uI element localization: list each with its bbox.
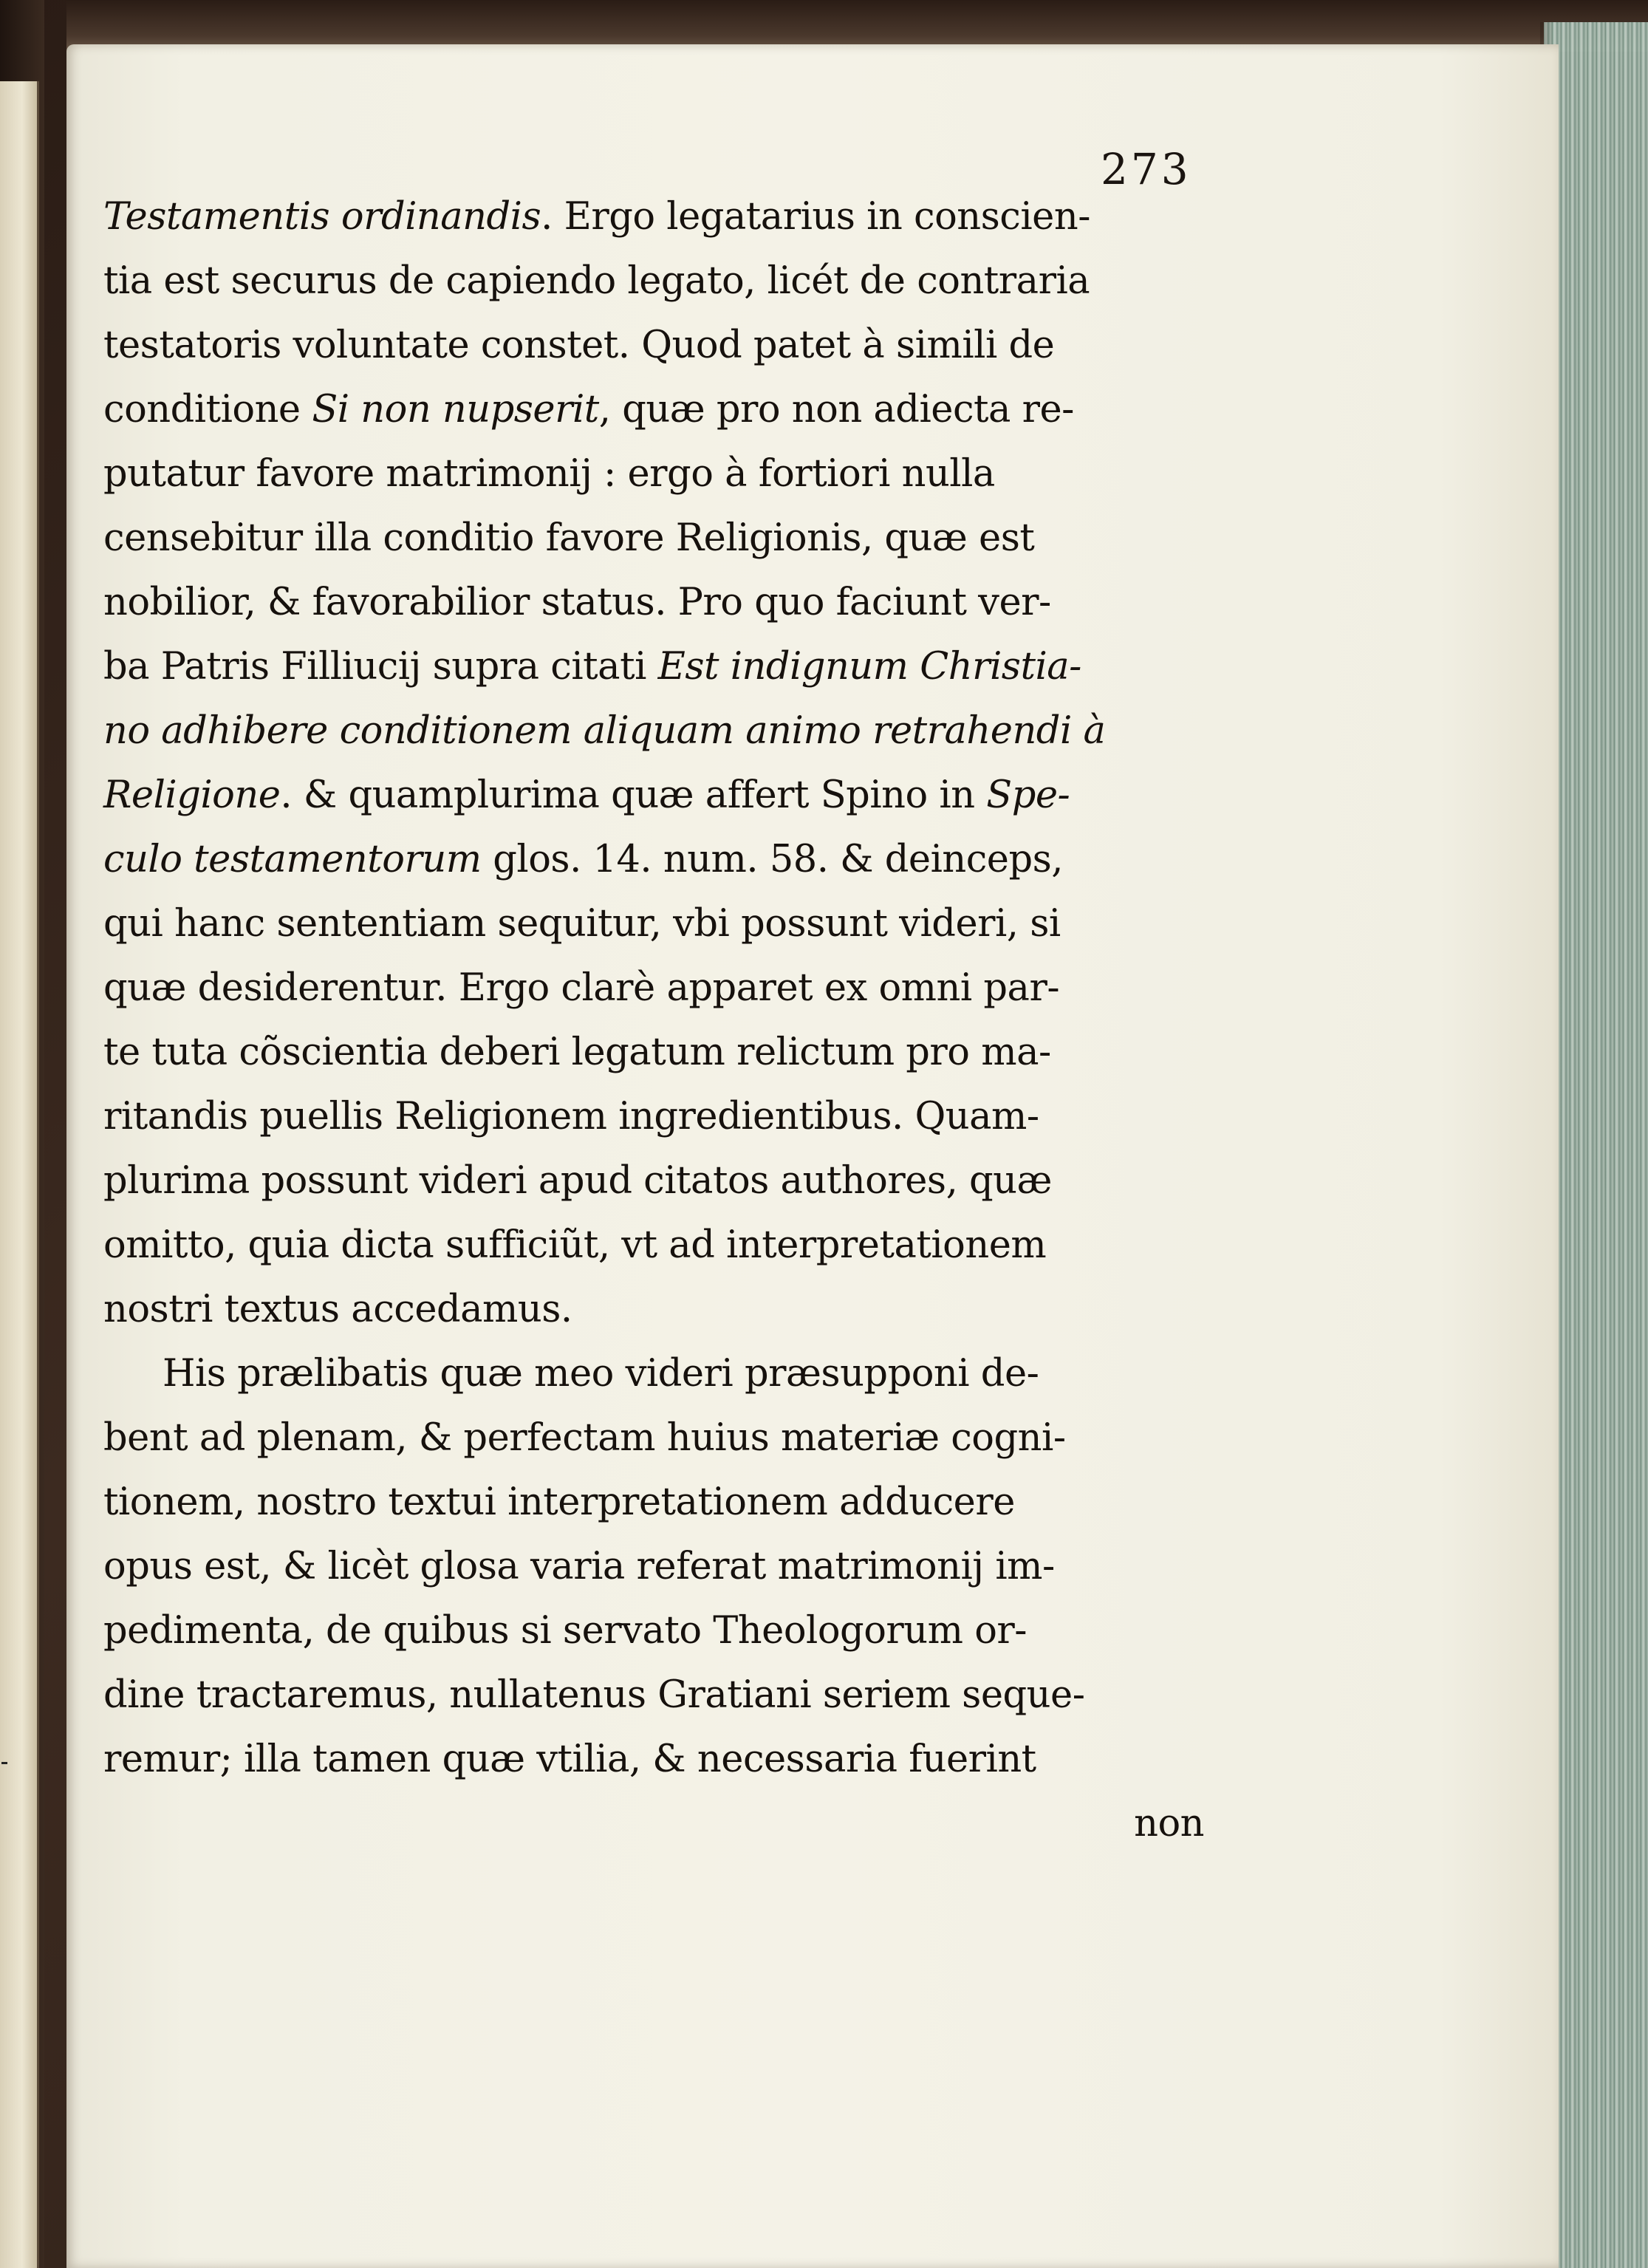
- roman-text: glos. 14. num. 58. & deinceps,: [481, 838, 1064, 881]
- text-line: [103, 635, 1204, 699]
- roman-text: tia est securus de capiendo legato, licét de contraria: [103, 259, 1090, 303]
- text-line: [103, 570, 1204, 635]
- italic-text: culo testamentorum: [103, 838, 482, 881]
- roman-text: His prælibatis quæ meo videri præsupponi de-: [163, 1352, 1039, 1396]
- page-number: 273: [1101, 144, 1191, 194]
- text-line: [103, 1085, 1204, 1149]
- roman-text: qui hanc sententiam sequitur, vbi possunt videri, si: [103, 902, 1061, 946]
- text-line: [103, 1406, 1204, 1470]
- text-line: [103, 442, 1204, 506]
- text-line: [103, 892, 1204, 956]
- roman-text: testatoris voluntate constet. Quod patet à simili de: [103, 324, 1055, 367]
- previous-page-edge: [0, 81, 39, 2268]
- text-line: [103, 763, 1204, 827]
- roman-text: plurima possunt videri apud citatos authores, quæ: [103, 1159, 1052, 1203]
- italic-text: Spe-: [986, 773, 1070, 817]
- margin-mark: [1, 1762, 7, 1764]
- text-line: [103, 699, 1204, 763]
- text-line: [103, 313, 1204, 378]
- roman-text: . Ergo legatarius in conscien-: [541, 195, 1090, 239]
- page-fore-edge: [1544, 22, 1648, 2268]
- italic-text: Est indignum Christia-: [657, 645, 1081, 689]
- roman-text: te tuta cõscientia deberi legatum relictum pro ma-: [103, 1031, 1051, 1074]
- roman-text: censebitur illa conditio favore Religionis, quæ est: [103, 516, 1035, 560]
- text-line: [103, 249, 1204, 313]
- text-line: [103, 1727, 1204, 1791]
- text-line: [103, 1149, 1204, 1213]
- text-line: [103, 1020, 1204, 1085]
- roman-text: . & quamplurima quæ affert Spino in: [280, 773, 987, 817]
- roman-text: ba Patris Filliucij supra citati: [103, 645, 658, 689]
- text-line: [103, 1342, 1204, 1406]
- italic-text: Religione: [103, 773, 281, 817]
- roman-text: tionem, nostro textui interpretationem adducere: [103, 1480, 1015, 1524]
- italic-text: Testamentis ordinandis: [103, 195, 541, 239]
- roman-text: opus est, & licèt glosa varia referat matrimonij im-: [103, 1545, 1055, 1588]
- roman-text: bent ad plenam, & perfectam huius materiæ cogni-: [103, 1416, 1066, 1460]
- roman-text: putatur favore matrimonij : ergo à fortiori nulla: [103, 452, 995, 496]
- roman-text: remur; illa tamen quæ vtilia, & necessaria fuerint: [103, 1738, 1036, 1781]
- roman-text: ritandis puellis Religionem ingredientibus. Quam-: [103, 1095, 1039, 1138]
- text-line: [103, 1277, 1204, 1342]
- text-line: [103, 185, 1204, 249]
- roman-text: omitto, quia dicta sufficiũt, vt ad interpretationem: [103, 1223, 1047, 1267]
- roman-text: dine tractaremus, nullatenus Gratiani seriem seque-: [103, 1673, 1085, 1717]
- text-line: [103, 1663, 1204, 1727]
- italic-text: no adhibere conditionem aliquam animo retrahendi à: [103, 709, 1106, 753]
- text-line: [103, 1213, 1204, 1277]
- roman-text: quæ desiderentur. Ergo clarè apparet ex omni par-: [103, 966, 1060, 1010]
- roman-text: pedimenta, de quibus si servato Theologorum or-: [103, 1609, 1028, 1653]
- roman-text: nostri textus accedamus.: [103, 1288, 572, 1331]
- roman-text: nobilior, & favorabilior status. Pro quo faciunt ver-: [103, 581, 1051, 624]
- text-line: [103, 827, 1204, 892]
- roman-text: conditione: [103, 388, 312, 431]
- roman-text: , quæ pro non adiecta re-: [598, 388, 1074, 431]
- text-line: [103, 1599, 1204, 1663]
- text-line: [103, 956, 1204, 1020]
- text-line: [103, 1470, 1204, 1534]
- body-text: [103, 185, 1204, 1856]
- catchword: non: [1134, 1802, 1204, 1845]
- text-line: [103, 1534, 1204, 1599]
- italic-text: Si non nupserit: [312, 388, 599, 431]
- text-line: [103, 378, 1204, 442]
- text-line: [103, 506, 1204, 570]
